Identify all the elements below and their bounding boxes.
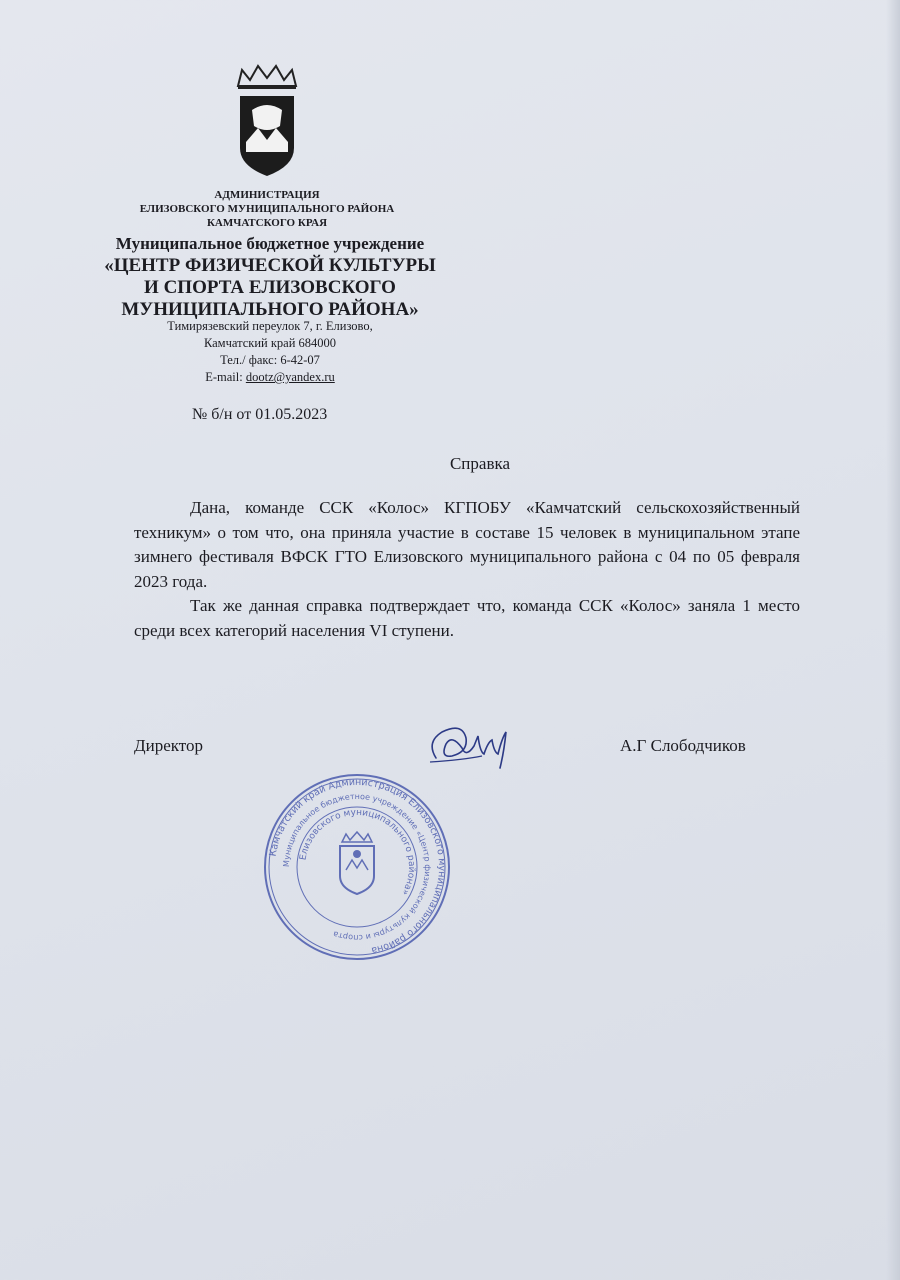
organization-header	[90, 233, 450, 321]
seal-middle-text: Муниципальное бюджетное учреждение «Центр физической культуры и спорта	[281, 791, 433, 943]
administration-header	[110, 188, 424, 230]
reference-number: № б/н от 01.05.2023	[192, 406, 328, 423]
body-paragraph-2: Так же данная справка подтверждает что, команда ССК «Колос» заняла 1 место среди всех категорий населения VI ступени.	[134, 596, 800, 640]
handwritten-signature	[422, 718, 518, 774]
coat-of-arms-icon	[232, 62, 302, 178]
org-type: Муниципальное бюджетное учреждение	[115, 234, 425, 253]
email-line	[120, 369, 420, 386]
address-line-1: Тимирязевский переулок 7, г. Елизово,	[167, 319, 373, 333]
org-name-line-3: МУНИЦИПАЛЬНОГО РАЙОНА»	[121, 299, 419, 320]
body-paragraph-1: Дана, команде ССК «Колос» КГПОБУ «Камчатский сельскохозяйственный техникум» о том что, она приняла участие в составе 15 человек в муниципальном этапе зимнего фестиваля ВФСК ГТО Елизовского муниципального района с 04 по 05 февраля 2023 года.	[134, 498, 800, 591]
address-line-2: Камчатский край 684000	[203, 336, 337, 350]
address-block	[120, 318, 420, 386]
signer-role: Директор	[134, 736, 203, 755]
org-name-line-2: И СПОРТА ЕЛИЗОВСКОГО	[144, 277, 396, 298]
phone-line: Тел./ факс: 6-42-07	[220, 353, 320, 367]
official-seal	[262, 772, 452, 962]
seal-outer-text: Камчатский край Администрация Елизовского муниципального района	[267, 776, 448, 956]
document-title: Справка	[449, 454, 511, 473]
email-address: dootz@yandex.ru	[245, 370, 335, 384]
admin-line-2: ЕЛИЗОВСКОГО МУНИЦИПАЛЬНОГО РАЙОНА	[139, 203, 395, 215]
seal-emblem-icon	[340, 832, 374, 894]
paper-edge-shadow	[886, 0, 900, 1280]
signer-name: А.Г Слободчиков	[620, 736, 746, 755]
seal-inner-text: Елизовского муниципального района»	[298, 807, 417, 897]
org-name-line-1: «ЦЕНТР ФИЗИЧЕСКОЙ КУЛЬТУРЫ	[104, 255, 436, 276]
document-body	[134, 496, 800, 643]
admin-line-3: КАМЧАТСКОГО КРАЯ	[206, 217, 328, 229]
admin-line-1: АДМИНИСТРАЦИЯ	[214, 189, 320, 201]
email-label: E-mail:	[205, 370, 246, 384]
